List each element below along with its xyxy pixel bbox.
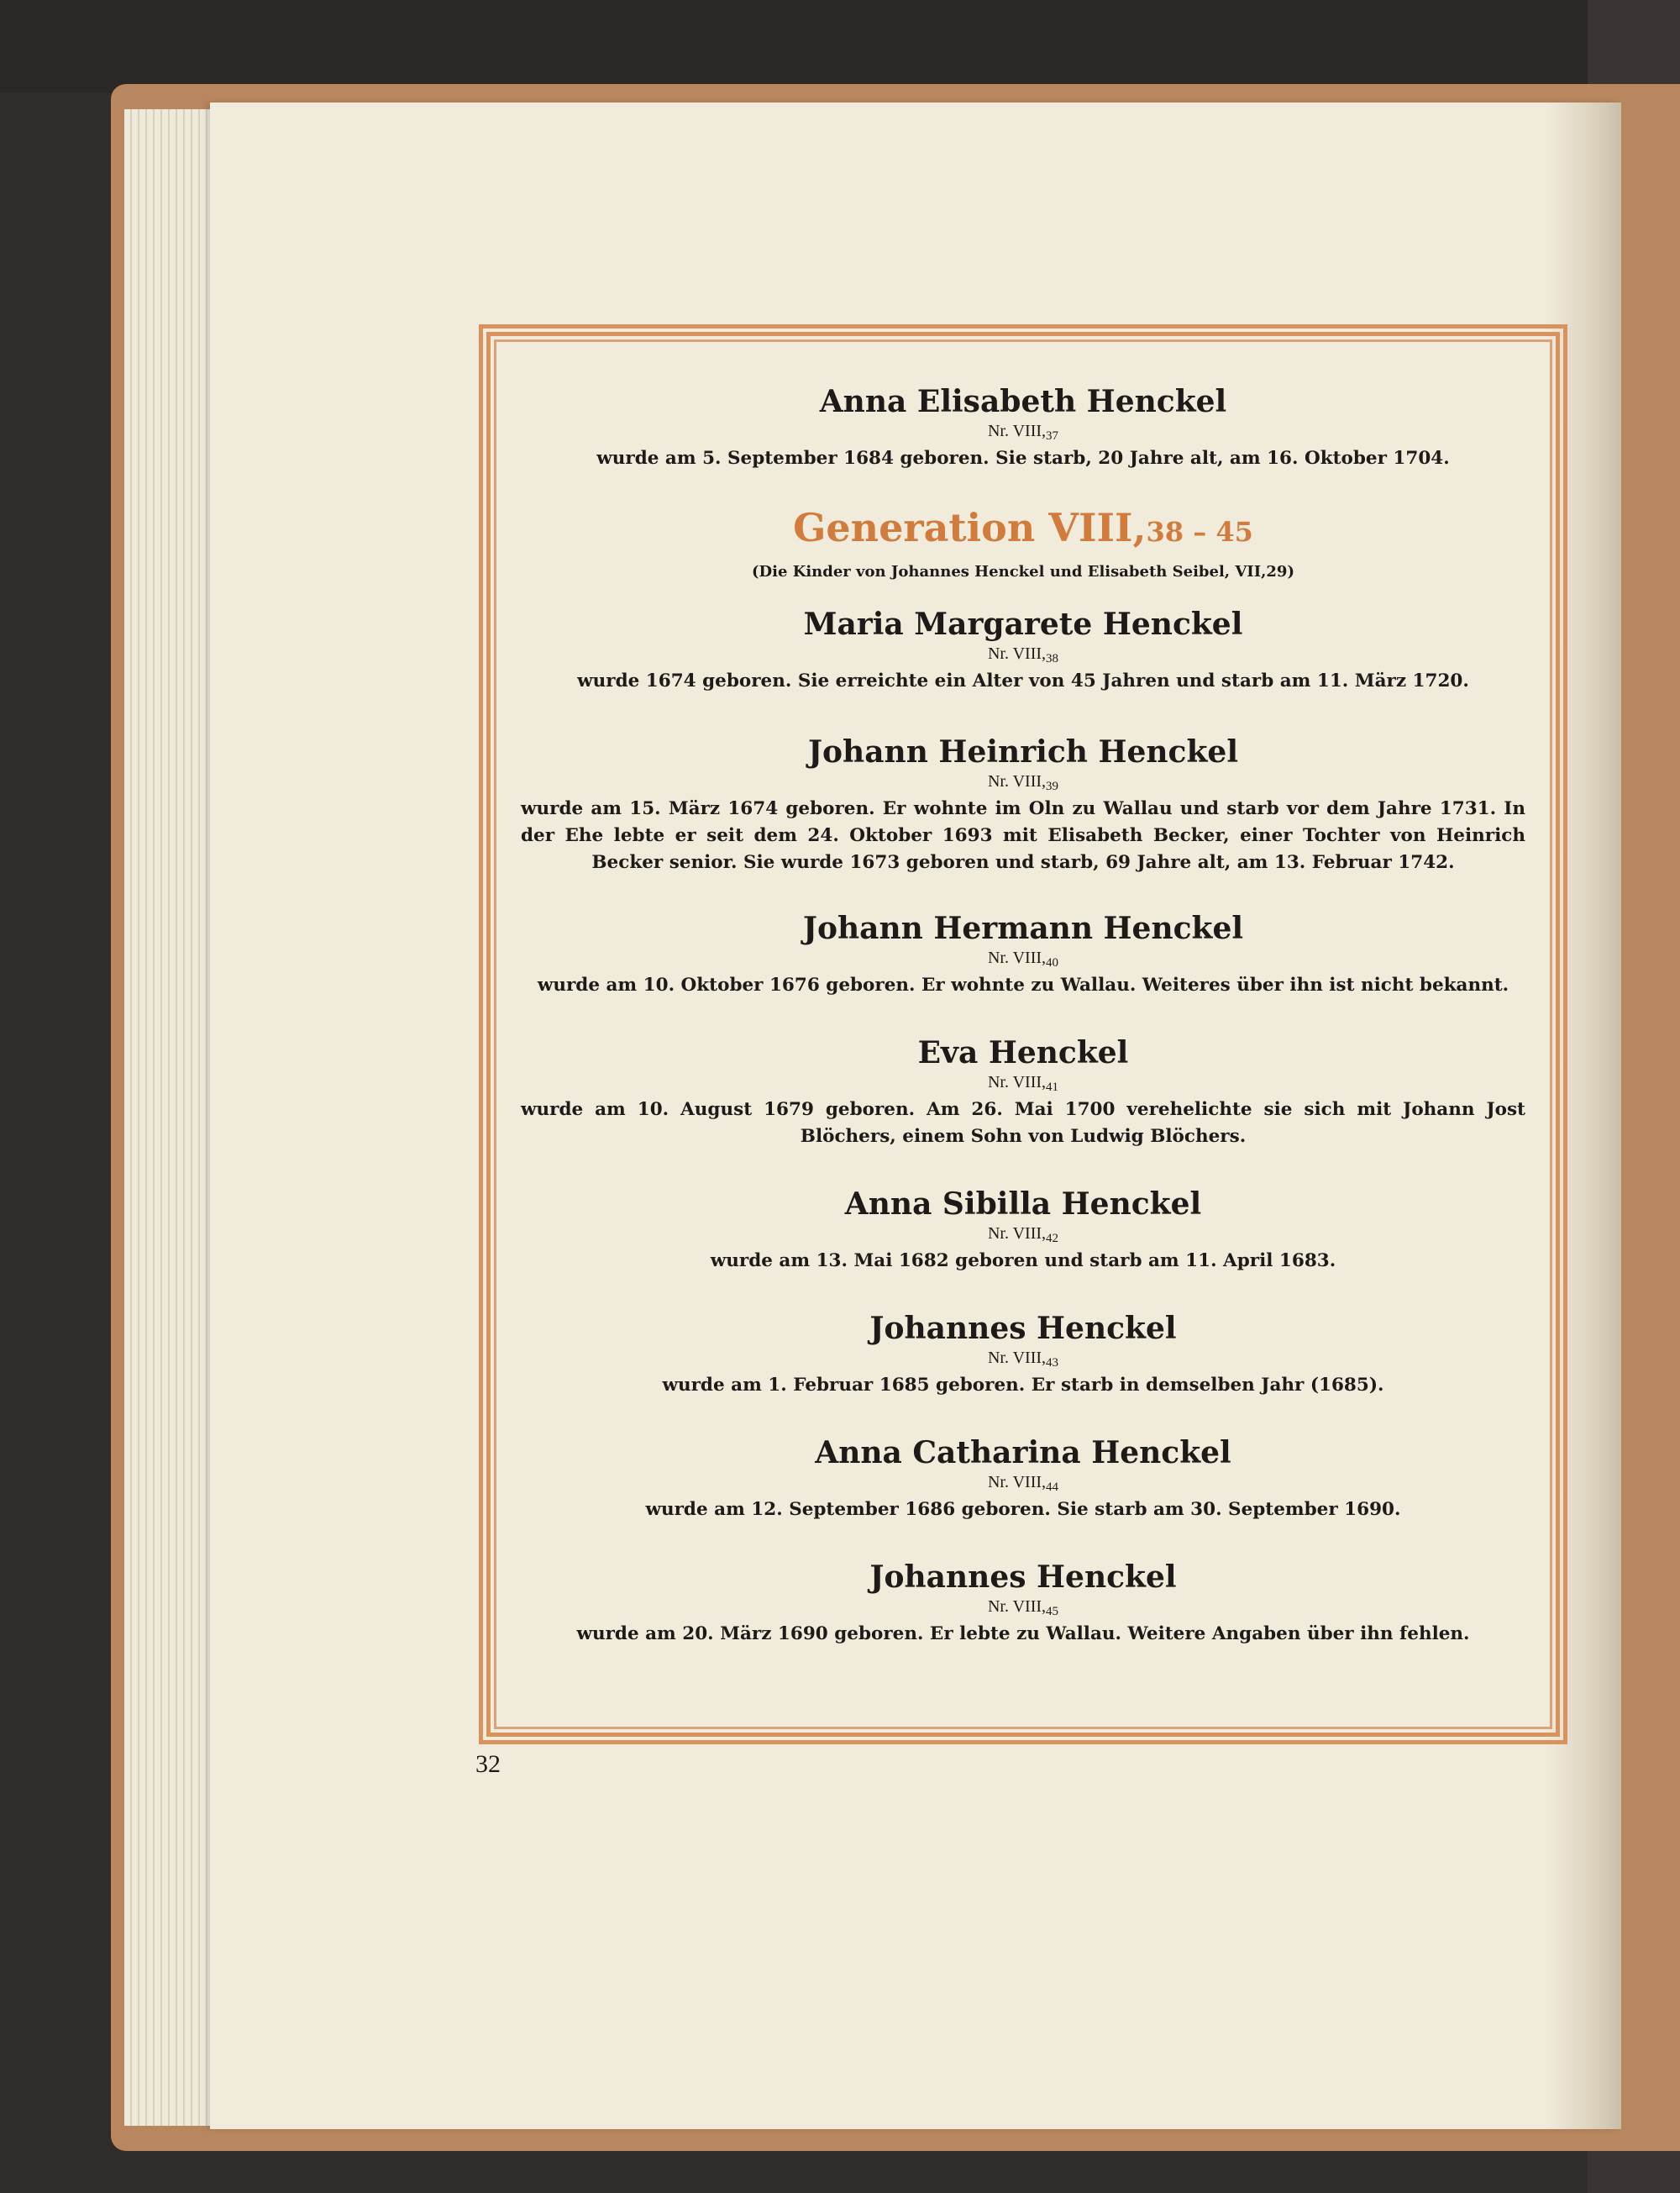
entry-viii-45: [521, 1559, 1525, 1648]
person-name: Johannes Henckel: [869, 1559, 1177, 1595]
background-top: [0, 0, 1680, 92]
person-name: Anna Elisabeth Henckel: [819, 384, 1227, 419]
person-text: wurde am 20. März 1690 geboren. Er lebte zu Wallau. Weitere Angaben über ihn fehlen.: [576, 1623, 1470, 1644]
page-number: 32: [475, 1750, 501, 1778]
generation-heading: [521, 504, 1525, 584]
person-text: wurde am 13. Mai 1682 geboren und starb am 11. April 1683.: [710, 1250, 1336, 1271]
person-number: Nr. $VIII,_{45}$: [987, 1597, 1059, 1618]
person-name: Eva Henckel: [917, 1035, 1129, 1070]
entry-viii-40: [521, 910, 1525, 999]
person-number: Nr. $VIII,_{37}$: [987, 422, 1059, 443]
person-text: wurde am 15. März 1674 geboren. Er wohnte im Oln zu Wallau und starb vor dem Jahre 1731. In der Ehe lebte er seit dem 24. Oktober 1693 mit Elisabeth Becker, einer Tochter von Heinrich Becker senior. Sie wurde 1673 geboren und starb, 69 Jahre alt, am 13. Februar 1742.: [521, 798, 1525, 873]
person-text: wurde am 12. September 1686 geboren. Sie starb am 30. September 1690.: [645, 1499, 1401, 1520]
person-number: Nr. $VIII,_{41}$: [987, 1073, 1059, 1094]
person-number: Nr. $VIII,_{42}$: [987, 1224, 1059, 1245]
person-number: Nr. $VIII,_{44}$: [987, 1473, 1059, 1494]
person-number: Nr. $VIII,_{43}$: [987, 1349, 1059, 1370]
person-text: wurde 1674 geboren. Sie erreichte ein Alter von 45 Jahren und starb am 11. März 1720.: [577, 671, 1469, 692]
entry-viii-43: [521, 1310, 1525, 1399]
entry-viii-42: [521, 1186, 1525, 1275]
generation-subtitle: (Die Kinder von Johannes Henckel und Elisabeth Seibel, VII,29): [752, 563, 1294, 581]
person-text: wurde am 10. August 1679 geboren. Am 26. Mai 1700 verehelichte sie sich mit Johann Jost Blöchers, einem Sohn von Ludwig Blöchers.: [521, 1099, 1525, 1147]
person-text: wurde am 1. Februar 1685 geboren. Er starb in demselben Jahr (1685).: [662, 1375, 1384, 1396]
person-name: Maria Margarete Henckel: [803, 607, 1243, 642]
person-name: Johann Heinrich Henckel: [808, 734, 1238, 770]
person-name: Anna Catharina Henckel: [815, 1435, 1231, 1470]
page-content: [521, 361, 1525, 1648]
person-text: wurde am 5. September 1684 geboren. Sie starb, 20 Jahre alt, am 16. Oktober 1704.: [596, 448, 1450, 469]
entry-viii-37: [521, 383, 1525, 472]
entry-viii-38: [521, 606, 1525, 695]
person-number: Nr. $VIII,_{39}$: [987, 772, 1059, 793]
person-name: Anna Sibilla Henckel: [844, 1186, 1202, 1222]
generation-title: Generation VIII,38 – 45: [793, 505, 1253, 550]
entry-viii-44: [521, 1434, 1525, 1523]
person-text: wurde am 10. Oktober 1676 geboren. Er wohnte zu Wallau. Weiteres über ihn ist nicht bekannt.: [537, 975, 1509, 996]
entry-viii-41: [521, 1034, 1525, 1150]
person-name: Johann Hermann Henckel: [802, 911, 1244, 946]
person-name: Johannes Henckel: [869, 1311, 1177, 1346]
entry-viii-39: [521, 734, 1525, 876]
person-number: Nr. $VIII,_{40}$: [987, 949, 1059, 970]
person-number: Nr. $VIII,_{38}$: [987, 644, 1059, 665]
